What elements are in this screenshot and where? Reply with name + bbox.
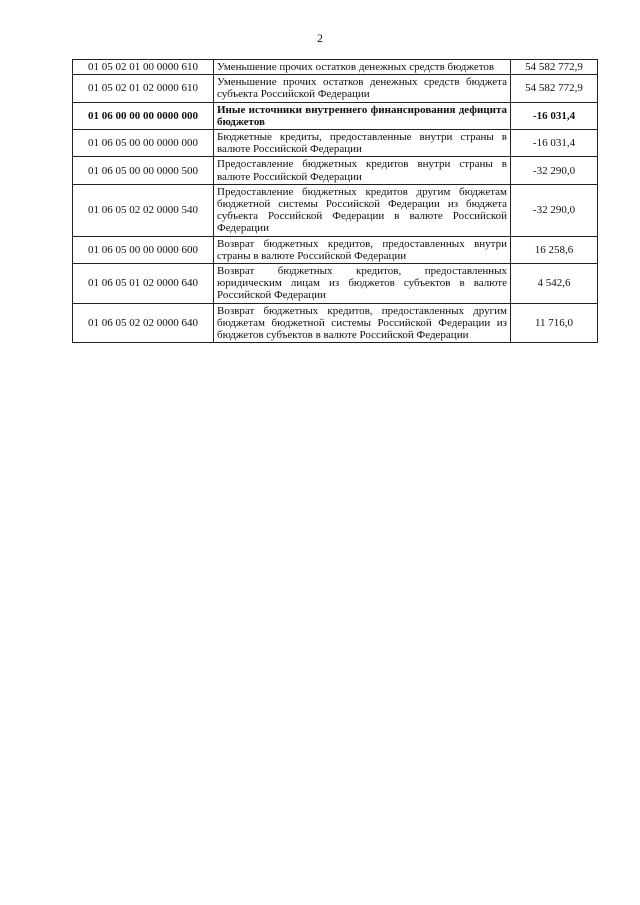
- classification-code: 01 06 00 00 00 0000 000: [73, 102, 214, 129]
- budget-sources-table: [72, 59, 598, 343]
- row-amount: -16 031,4: [511, 102, 598, 129]
- table-row: [73, 303, 598, 343]
- row-amount: 54 582 772,9: [511, 75, 598, 102]
- table-row: [73, 102, 598, 129]
- row-amount: -32 290,0: [511, 184, 598, 236]
- table-row: [73, 130, 598, 157]
- row-amount: -32 290,0: [511, 157, 598, 184]
- table-row: [73, 184, 598, 236]
- table-row: [73, 264, 598, 304]
- row-description: Уменьшение прочих остатков денежных средств бюджетов: [214, 60, 511, 75]
- row-description: Иные источники внутреннего финансирования дефицита бюджетов: [214, 102, 511, 129]
- row-description: Предоставление бюджетных кредитов другим бюджетам бюджетной системы Российской Федерации из бюджета субъекта Российской Федерации в валюте Российской Федерации: [214, 184, 511, 236]
- classification-code: 01 05 02 01 00 0000 610: [73, 60, 214, 75]
- classification-code: 01 05 02 01 02 0000 610: [73, 75, 214, 102]
- classification-code: 01 06 05 00 00 0000 500: [73, 157, 214, 184]
- table-row: [73, 60, 598, 75]
- row-description: Возврат бюджетных кредитов, предоставленных другим бюджетам бюджетной системы Российской Федерации из бюджетов субъектов в валюте Российской Федерации: [214, 303, 511, 343]
- table-row: [73, 75, 598, 102]
- classification-code: 01 06 05 02 02 0000 640: [73, 303, 214, 343]
- row-amount: -16 031,4: [511, 130, 598, 157]
- classification-code: 01 06 05 00 00 0000 600: [73, 236, 214, 263]
- table-row: [73, 236, 598, 263]
- row-amount: 16 258,6: [511, 236, 598, 263]
- classification-code: 01 06 05 01 02 0000 640: [73, 264, 214, 304]
- classification-code: 01 06 05 00 00 0000 000: [73, 130, 214, 157]
- row-amount: 11 716,0: [511, 303, 598, 343]
- table-row: [73, 157, 598, 184]
- row-description: Возврат бюджетных кредитов, предоставленных юридическим лицам из бюджетов субъектов в валюте Российской Федерации: [214, 264, 511, 304]
- row-amount: 54 582 772,9: [511, 60, 598, 75]
- row-description: Предоставление бюджетных кредитов внутри страны в валюте Российской Федерации: [214, 157, 511, 184]
- row-amount: 4 542,6: [511, 264, 598, 304]
- page-number: 2: [317, 31, 323, 45]
- classification-code: 01 06 05 02 02 0000 540: [73, 184, 214, 236]
- row-description: Бюджетные кредиты, предоставленные внутри страны в валюте Российской Федерации: [214, 130, 511, 157]
- row-description: Уменьшение прочих остатков денежных средств бюджета субъекта Российской Федерации: [214, 75, 511, 102]
- row-description: Возврат бюджетных кредитов, предоставленных внутри страны в валюте Российской Федерации: [214, 236, 511, 263]
